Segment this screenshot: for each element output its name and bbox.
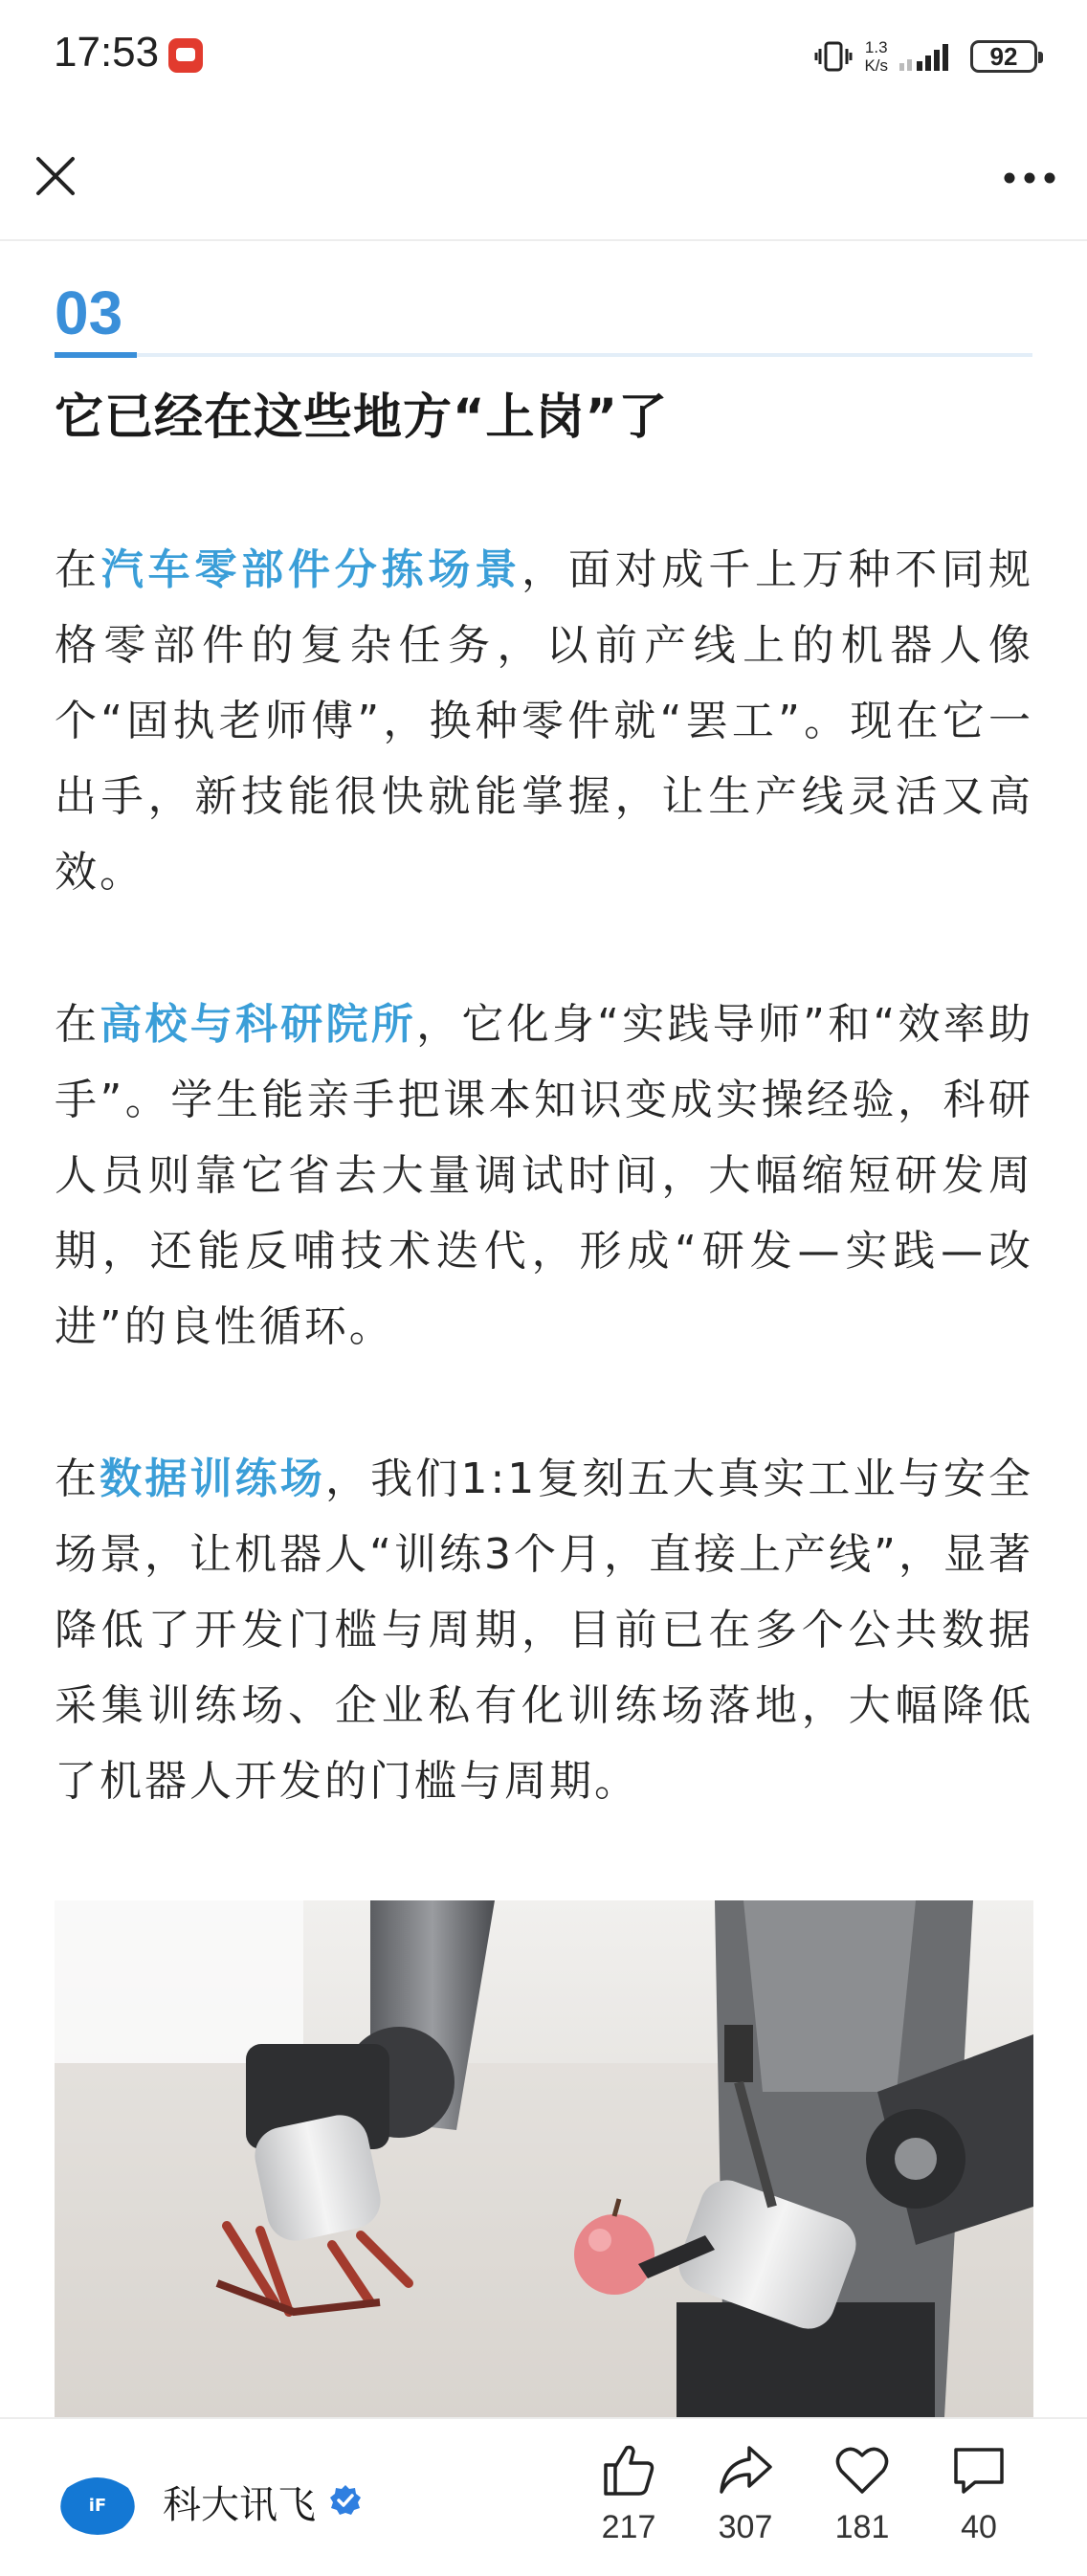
signal-icon [896,38,957,75]
app-notification-icon [168,38,203,73]
status-time: 17:53 [54,29,160,76]
paragraph-prefix: 在 [55,545,101,594]
engagement-actions [586,2442,1064,2566]
comment-icon [950,2442,1008,2498]
brand-name[interactable]: 科大讯飞 [163,2483,316,2527]
paragraph-universities [55,987,1033,1365]
like-count: 217 [601,2509,656,2545]
thumbs-up-icon [600,2442,657,2498]
comment-count: 40 [961,2509,997,2545]
bottom-action-bar [0,2417,1087,2576]
more-options-button[interactable] [999,151,1060,205]
article-photo-robot-arms[interactable] [55,1900,1033,2417]
more-icon [1003,171,1056,185]
heart-icon [833,2442,891,2498]
close-button[interactable] [29,149,82,203]
section-title: 它已经在这些地方“上岗”了 [55,389,669,446]
like-button[interactable] [586,2442,672,2546]
highlight-keyword: 数据训练场 [100,1455,325,1503]
brand-logo-icon[interactable] [55,2469,140,2536]
paragraph-prefix: 在 [55,1000,100,1049]
paragraph-training-ground [55,1441,1033,1819]
section-divider [55,353,1032,357]
top-bar [0,113,1087,241]
share-count: 307 [718,2509,773,2545]
paragraph-text: ，面对成千上万种不同规格零部件的复杂任务，以前产线上的机器人像个“固执老师傅”，换种零件就“罢工”。现在它一出手，新技能很快就能掌握，让生产线灵活又高效。 [55,545,1034,897]
paragraph-text: ，它化身“实践导师”和“效率助手”。学生能亲手把课本知识变成实操经验，科研人员则靠它省去大量调试时间，大幅缩短研发周期，还能反哺技术迭代，形成“研发—实践—改进”的良性循环。 [55,1000,1034,1351]
paragraph-text: ，我们1:1复刻五大真实工业与安全场景，让机器人“训练3个月，直接上产线”，显著降低了开发门槛与周期，目前已在多个公共数据采集训练场、企业私有化训练场落地，大幅降低了机器人开发的门槛与周期。 [55,1455,1034,1806]
svg-text:iF: iF [88,2496,107,2516]
favorite-count: 181 [834,2509,890,2545]
robot-arms-illustration [55,1900,1033,2417]
highlight-keyword: 高校与科研院所 [100,1000,417,1049]
paragraph-prefix: 在 [55,1455,100,1503]
network-speed-unit: K/s [864,56,888,75]
close-icon [34,155,77,197]
share-button[interactable] [702,2442,788,2546]
section-divider-accent [55,352,137,358]
network-speed-value: 1.3 [864,38,888,56]
status-indicators [814,33,1037,80]
vibrate-icon [814,37,853,76]
paragraph-auto-parts [55,532,1033,910]
share-icon [717,2442,774,2498]
battery-indicator: 92 [970,40,1037,73]
verified-badge-icon [329,2484,362,2517]
status-bar [0,0,1087,113]
comment-button[interactable] [936,2442,1022,2546]
highlight-keyword: 汽车零部件分拣场景 [100,545,522,594]
section-number: 03 [55,278,123,347]
network-speed [864,38,888,75]
favorite-button[interactable] [819,2442,905,2546]
